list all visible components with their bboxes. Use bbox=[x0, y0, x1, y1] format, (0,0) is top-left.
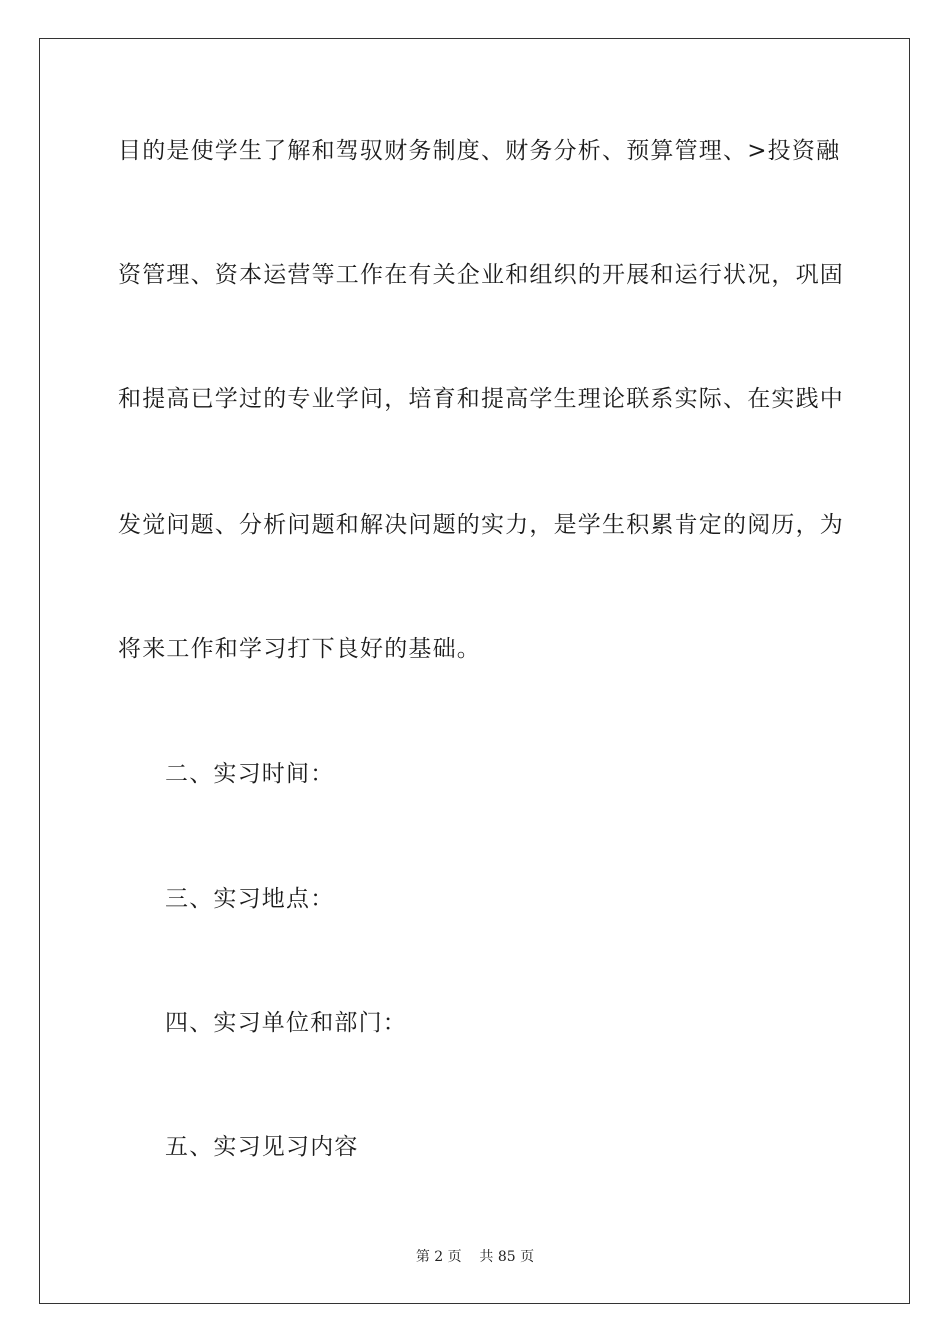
section-heading-internship-time: 二、实习时间： bbox=[165, 761, 335, 787]
body-text-line: 目的是使学生了解和驾驭财务制度、财务分析、预算管理、>投资融 bbox=[118, 138, 841, 164]
page-border bbox=[39, 38, 910, 1304]
section-heading-internship-location: 三、实习地点： bbox=[165, 886, 335, 912]
body-text-line: 发觉问题、分析问题和解决问题的实力，是学生积累肯定的阅历，为 bbox=[118, 512, 844, 538]
section-heading-internship-content: 五、实习见习内容 bbox=[165, 1134, 359, 1160]
body-text-line: 资管理、资本运营等工作在有关企业和组织的开展和运行状况，巩固 bbox=[118, 262, 844, 288]
page-number-footer: 第 2 页 共 85 页 bbox=[415, 1249, 535, 1265]
body-text-line: 将来工作和学习打下良好的基础。 bbox=[118, 636, 481, 662]
body-text-line: 和提高已学过的专业学问，培育和提高学生理论联系实际、在实践中 bbox=[118, 386, 844, 412]
section-heading-internship-unit: 四、实习单位和部门： bbox=[165, 1010, 407, 1036]
